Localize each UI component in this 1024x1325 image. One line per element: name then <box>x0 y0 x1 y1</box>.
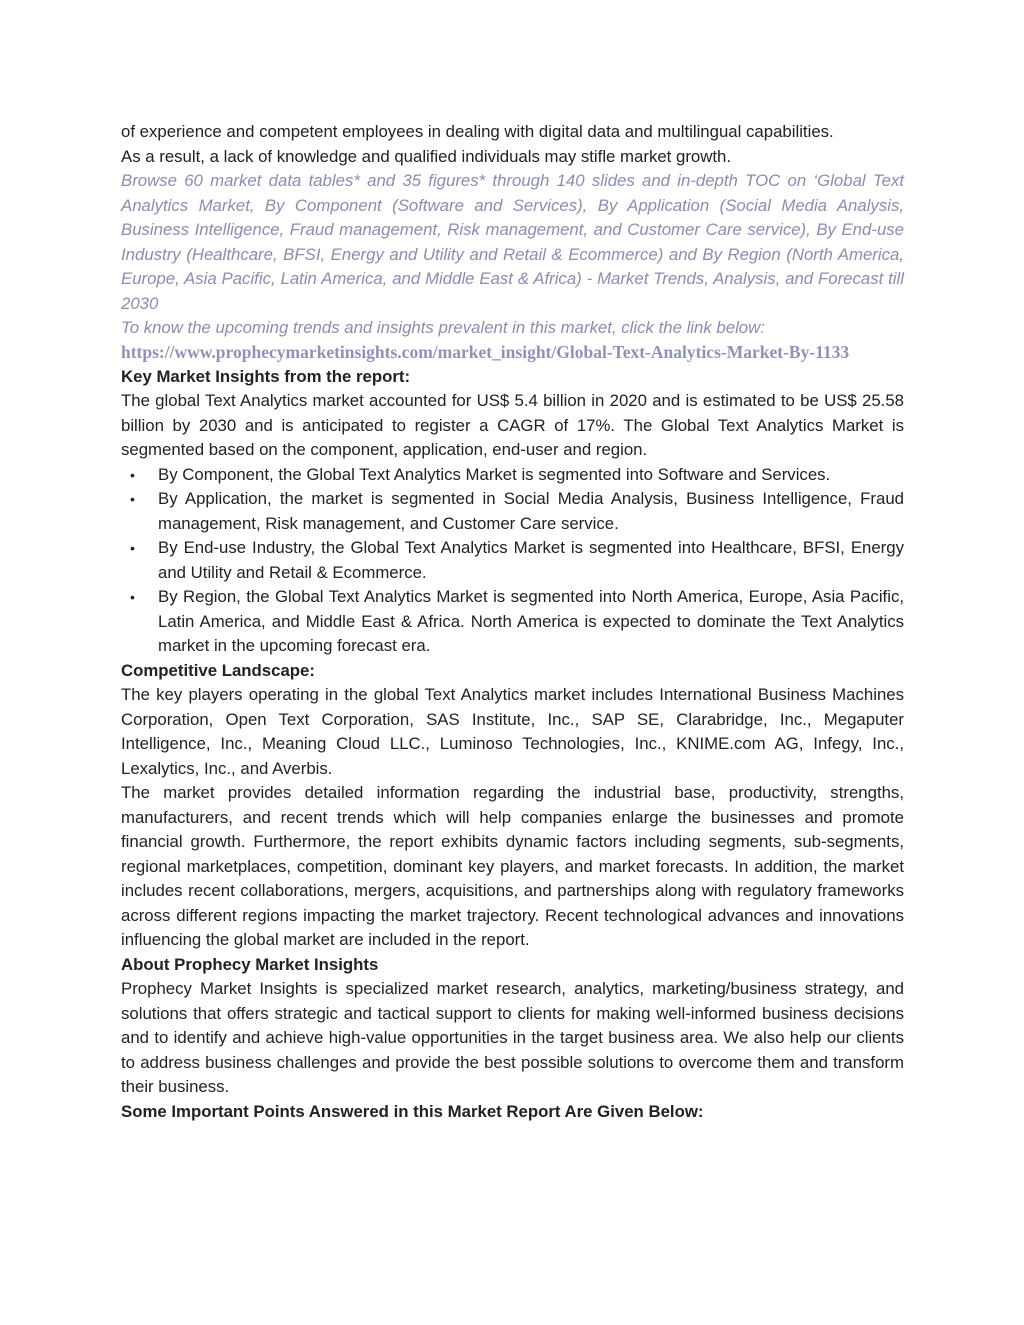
link-prompt: To know the upcoming trends and insights prevalent in this market, click the link below: <box>121 318 765 337</box>
about-heading: About Prophecy Market Insights <box>121 954 379 974</box>
report-link[interactable]: https://www.prophecymarketinsights.com/market_insight/Global-Text-Analytics-Market-By-1133 <box>121 341 850 362</box>
intro-line-1: of experience and competent employees in dealing with digital data and multilingual capabilities. <box>121 122 834 141</box>
important-points-heading: Some Important Points Answered in this Market Report Are Given Below: <box>121 1101 704 1121</box>
list-item <box>121 536 904 585</box>
competitive-landscape-heading: Competitive Landscape: <box>121 660 315 680</box>
bullet-text: By Application, the market is segmented in Social Media Analysis, Business Intelligence, Fraud management, Risk management, and Customer Care service. <box>158 489 904 533</box>
list-item <box>121 585 904 659</box>
segment-bullet-list <box>121 463 904 659</box>
key-insights-heading: Key Market Insights from the report: <box>121 366 411 386</box>
browse-paragraph: Browse 60 market data tables* and 35 figures* through 140 slides and in-depth TOC on ‘Global Text Analytics Market, By Component (Software and Services), By Application (Social Media Analysis, Business Intelligence, Fraud management, Risk management, and Customer Care service), By End-use Industry (Healthcare, BFSI, Energy and Utility and Retail & Ecommerce) and By Region (North America, Europe, Asia Pacific, Latin America, and Middle East & Africa) - Market Trends, Analysis, and Forecast till 2030 <box>121 171 904 313</box>
market-details-paragraph: The market provides detailed information regarding the industrial base, productivity, strengths, manufacturers, and recent trends which will help companies enlarge the businesses and promote financial growth. Furthermore, the report exhibits dynamic factors including segments, sub-segments, regional marketplaces, competition, dominant key players, and market forecasts. In addition, the market includes recent collaborations, mergers, acquisitions, and partnerships along with regulatory frameworks across different regions impacting the market trajectory. Recent technological advances and innovations influencing the global market are included in the report. <box>121 783 904 949</box>
key-players-paragraph: The key players operating in the global Text Analytics market includes International Business Machines Corporation, Open Text Corporation, SAS Institute, Inc., SAP SE, Clarabridge, Inc., Megaputer Intelligence, Inc., Meaning Cloud LLC., Luminoso Technologies, Inc., KNIME.com AG, Infegy, Inc., Lexalytics, Inc., and Averbis. <box>121 685 904 778</box>
bullet-icon: • <box>130 491 135 507</box>
key-insights-paragraph: The global Text Analytics market accounted for US$ 5.4 billion in 2020 and is estimated to be US$ 25.58 billion by 2030 and is anticipated to register a CAGR of 17%. The Global Text Analytics Market is segmented based on the component, application, end-user and region. <box>121 391 904 459</box>
bullet-icon: • <box>130 466 135 483</box>
about-paragraph: Prophecy Market Insights is specialized market research, analytics, marketing/business strategy, and solutions that offers strategic and tactical support to clients for making well-informed business decisions and to identify and achieve high-value opportunities in the target business area. We also help our clients to address business challenges and provide the best possible solutions to overcome them and transform their business. <box>121 979 904 1096</box>
document-page <box>121 120 904 1124</box>
bullet-icon: • <box>130 589 135 605</box>
bullet-text: By Region, the Global Text Analytics Market is segmented into North America, Europe, Asia Pacific, Latin America, and Middle East & Africa. North America is expected to dominate the Text Analytics market in the upcoming forecast era. <box>158 587 904 655</box>
bullet-icon: • <box>130 540 135 556</box>
list-item <box>121 463 904 488</box>
list-item <box>121 487 904 536</box>
intro-line-2: As a result, a lack of knowledge and qualified individuals may stifle market growth. <box>121 146 732 166</box>
bullet-text: By End-use Industry, the Global Text Analytics Market is segmented into Healthcare, BFSI, Energy and Utility and Retail & Ecommerce. <box>158 538 904 582</box>
bullet-text: By Component, the Global Text Analytics Market is segmented into Software and Services. <box>158 464 831 484</box>
